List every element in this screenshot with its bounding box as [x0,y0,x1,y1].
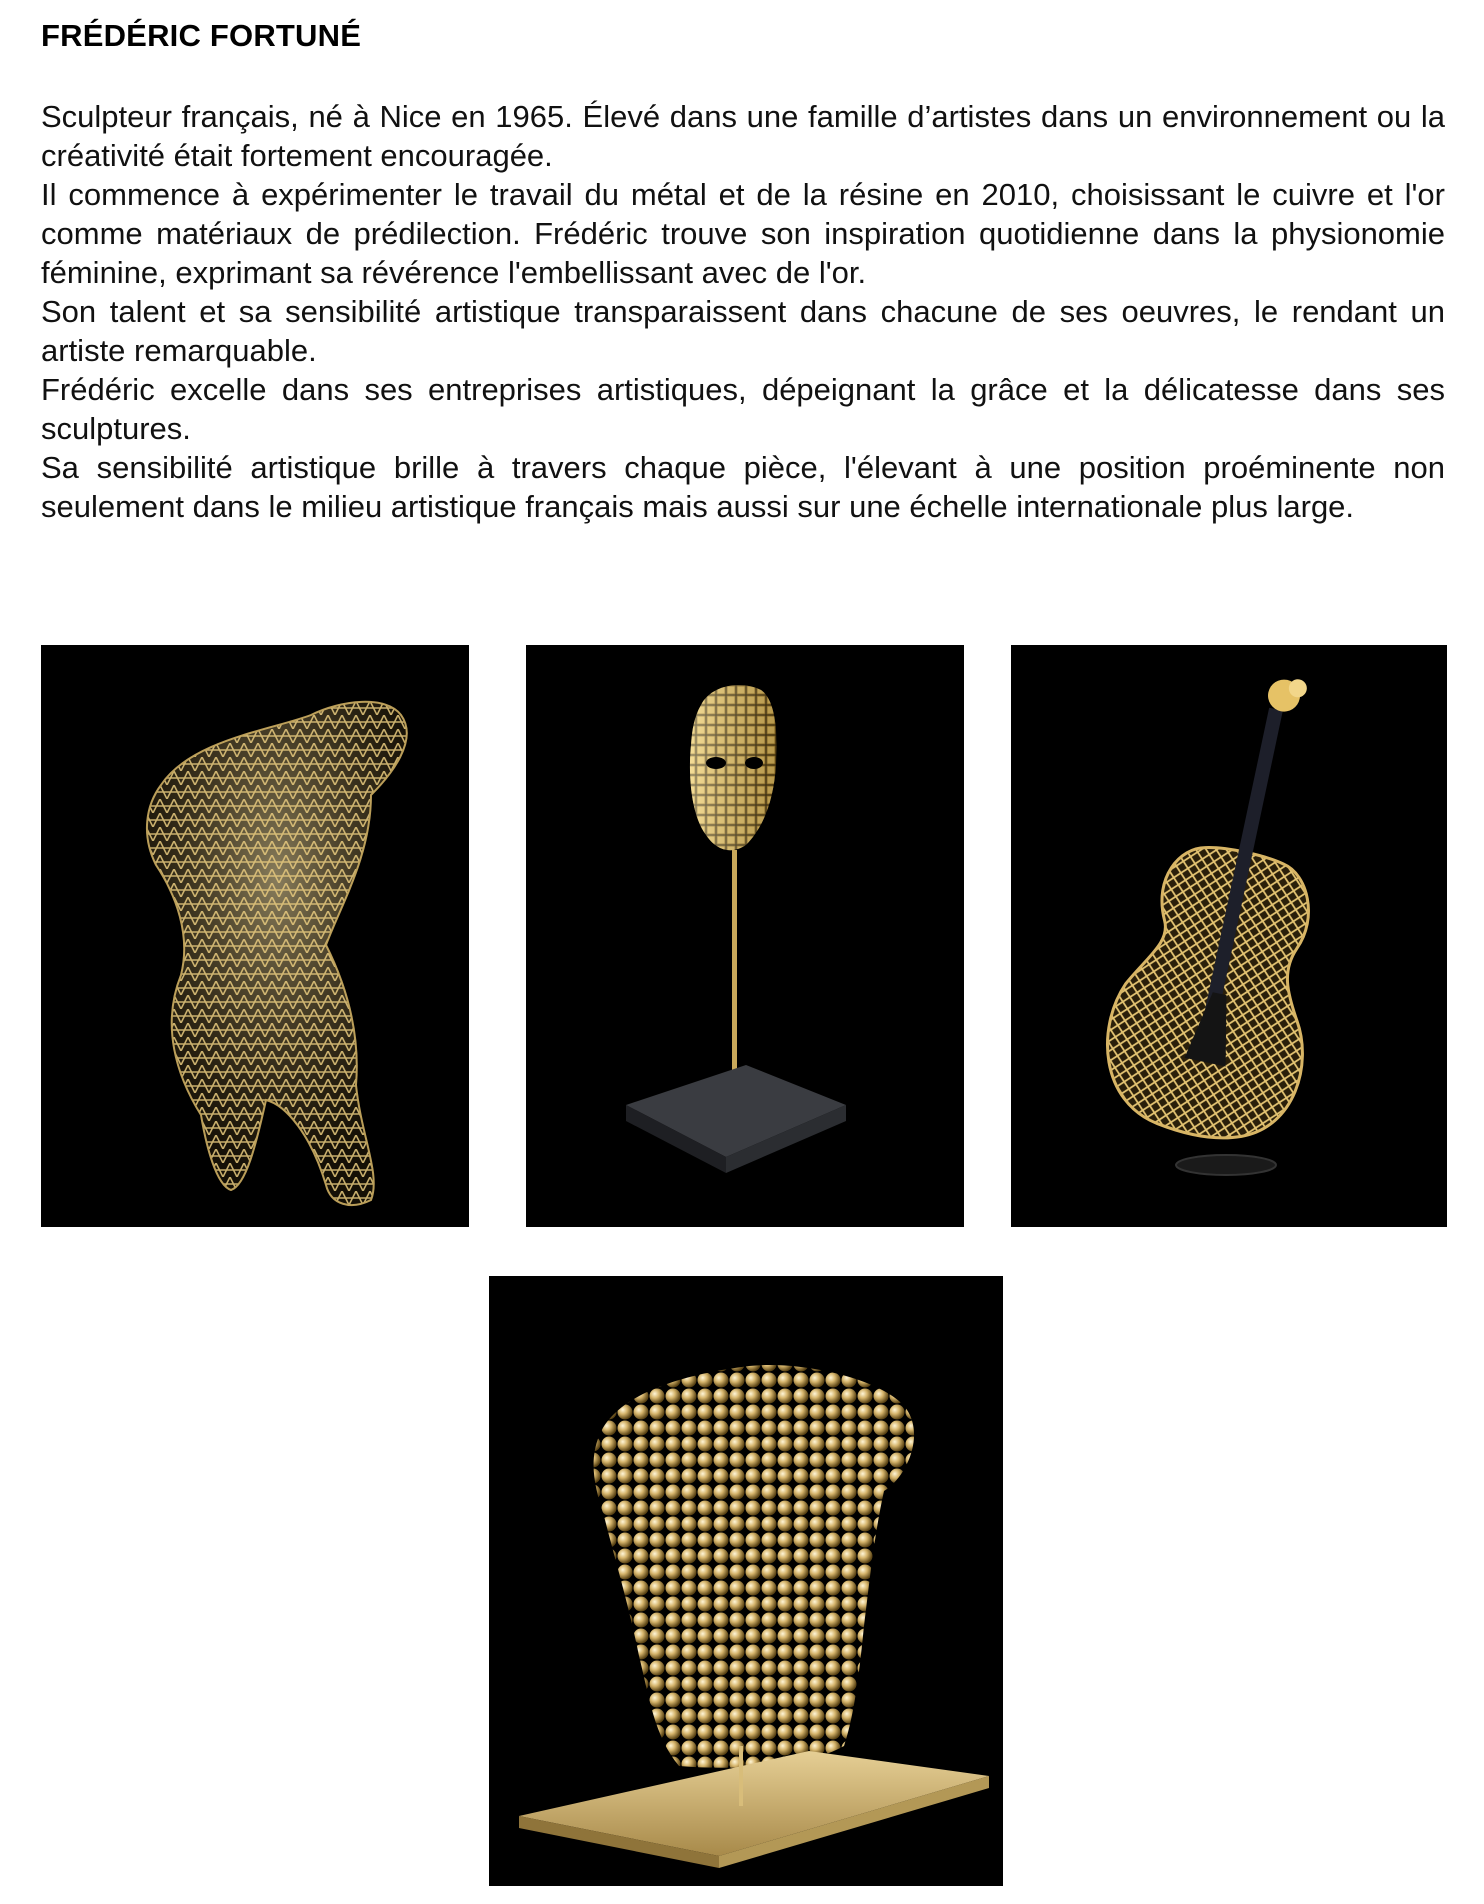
photo-wire-torso-sculpture [41,645,469,1227]
bio-paragraph: Frédéric excelle dans ses entreprises artistiques, dépeignant la grâce et la délicatesse dans ses sculptures. [41,372,1445,446]
photo-gold-violin-sculpture [1011,645,1447,1227]
artist-biography [41,97,1445,526]
bio-paragraph: Sculpteur français, né à Nice en 1965. Élevé dans une famille d’artistes dans un environnement ou la créativité était fortement encouragée. [41,99,1445,173]
sphere-torso-illustration [489,1276,1003,1886]
photo-gold-mask-sculpture [526,645,964,1227]
artist-name-heading: FRÉDÉRIC FORTUNÉ [41,18,362,53]
bio-paragraph: Sa sensibilité artistique brille à travers chaque pièce, l'élevant à une position proéminente non seulement dans le milieu artistique français mais aussi sur une échelle internationale plus large. [41,450,1445,524]
gold-violin-illustration [1011,645,1447,1227]
photo-sphere-torso-sculpture [489,1276,1003,1886]
gold-mask-illustration [526,645,964,1227]
wire-torso-illustration [41,645,469,1227]
bio-paragraph: Son talent et sa sensibilité artistique transparaissent dans chacune de ses oeuvres, le rendant un artiste remarquable. [41,294,1445,368]
bio-paragraph: Il commence à expérimenter le travail du métal et de la résine en 2010, choisissant le cuivre et l'or comme matériaux de prédilection. Frédéric trouve son inspiration quotidienne dans la physionomie féminine, exprimant sa révérence l'embellissant avec de l'or. [41,177,1445,290]
